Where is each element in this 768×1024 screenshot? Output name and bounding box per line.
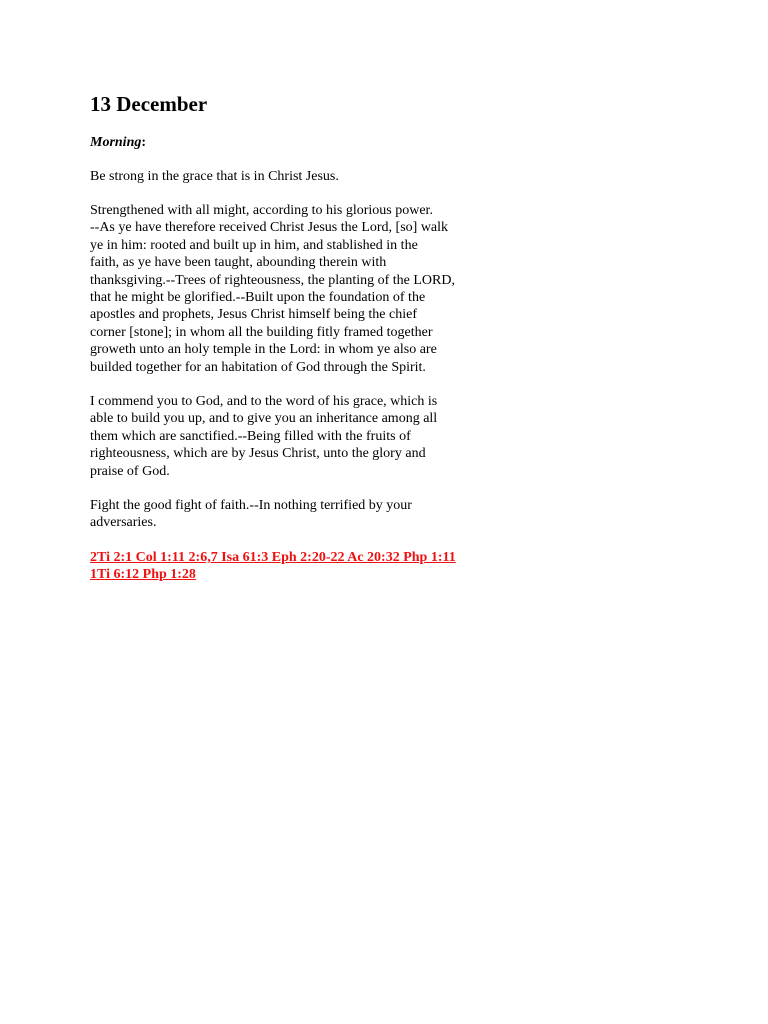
text-line: I commend you to God, and to the word of his grace, which is	[90, 394, 438, 409]
reading-paragraph-1	[90, 168, 339, 185]
text-line: faith, as ye have been taught, abounding therein with	[90, 255, 387, 271]
text-line: ye in him: rooted and built up in him, and stablished in the	[90, 237, 418, 253]
session-heading	[90, 134, 146, 151]
text-line: adversaries.	[90, 515, 157, 531]
scripture-reference-link[interactable]: 2Ti 2:1 Col 1:11 2:6,7 Isa 61:3 Eph 2:20-22 Ac 20:32 Php 1:11	[90, 550, 456, 565]
session-label: Morning	[90, 135, 142, 150]
text-line: Fight the good fight of faith.--In nothing terrified by your	[90, 498, 412, 513]
text-line: thanksgiving.--Trees of righteousness, the planting of the LORD,	[90, 272, 455, 288]
session-label-suffix: :	[141, 135, 147, 150]
scripture-references	[90, 549, 456, 584]
text-line: praise of God.	[90, 463, 170, 479]
text-line: Strengthened with all might, according to his glorious power.	[90, 203, 433, 218]
text-line: that he might be glorified.--Built upon the foundation of the	[90, 290, 426, 306]
text-line: groweth unto an holy temple in the Lord: in whom ye also are	[90, 342, 437, 358]
text-line: apostles and prophets, Jesus Christ himself being the chief	[90, 307, 417, 323]
text-line: builded together for an habitation of God through the Spirit.	[90, 359, 426, 375]
text-line: them which are sanctified.--Being filled with the fruits of	[90, 428, 411, 444]
text-line: able to build you up, and to give you an inheritance among all	[90, 411, 438, 427]
text-line: --As ye have therefore received Christ Jesus the Lord, [so] walk	[90, 220, 449, 236]
text-line: corner [stone]; in whom all the building fitly framed together	[90, 324, 433, 340]
reading-paragraph-3	[90, 393, 437, 480]
reading-paragraph-4	[90, 497, 412, 532]
page-title: 13 December	[90, 92, 208, 116]
reading-paragraph-2	[90, 202, 455, 376]
text-line: righteousness, which are by Jesus Christ, unto the glory and	[90, 446, 426, 462]
text-line: Be strong in the grace that is in Christ Jesus.	[90, 169, 339, 184]
scripture-reference-link[interactable]: 1Ti 6:12 Php 1:28	[90, 567, 196, 583]
